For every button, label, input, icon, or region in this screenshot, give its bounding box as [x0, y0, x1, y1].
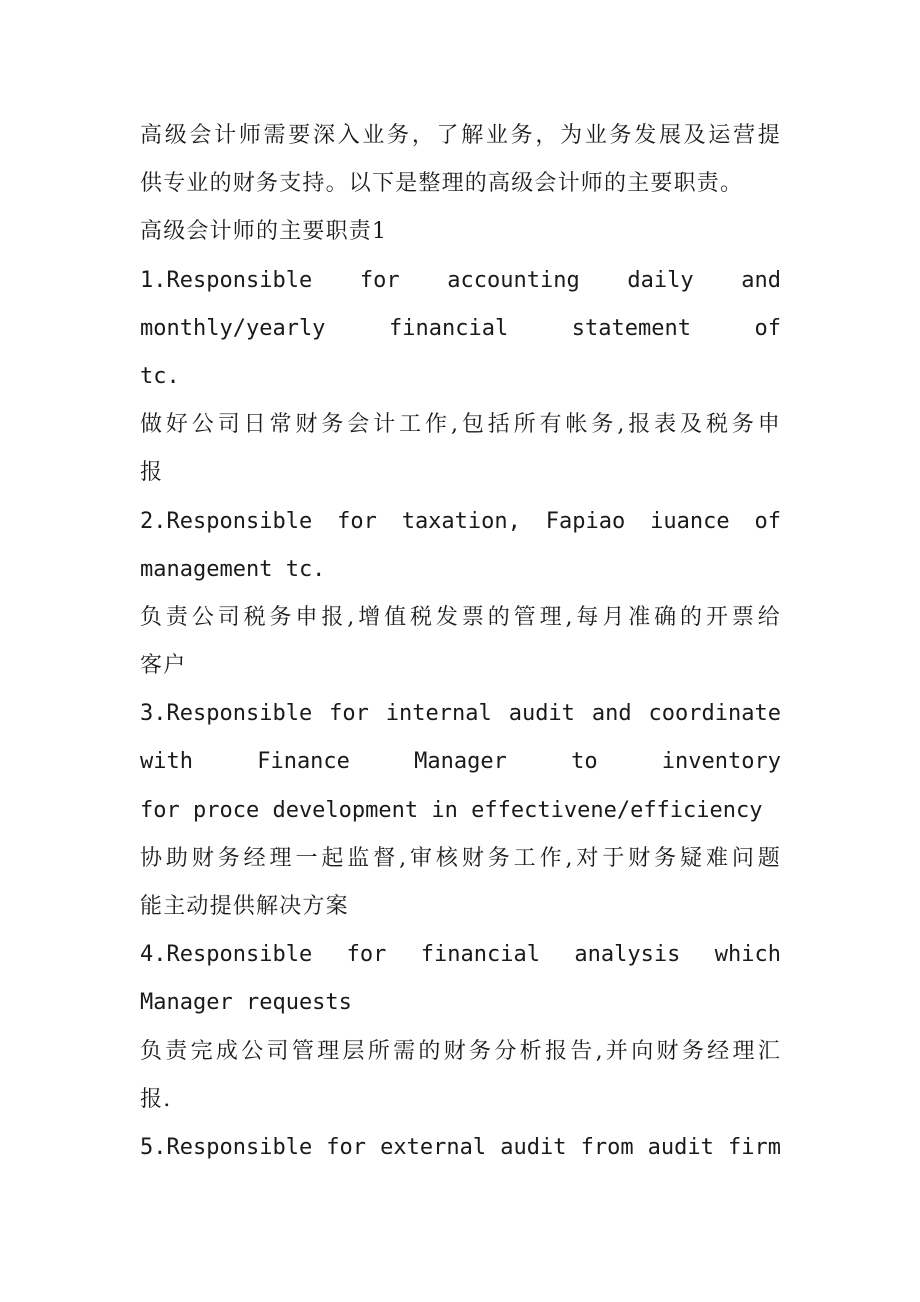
text-line: 3.Responsible for internal audit and coordinate — [140, 701, 781, 727]
section-heading: 高级会计师的主要职责1 — [140, 219, 388, 245]
text-line: 能主动提供解决方案 — [140, 894, 349, 919]
text-line: 负责公司税务申报,增值税发票的管理,每月准确的开票给 — [140, 604, 781, 630]
text-line: management tc. — [140, 556, 326, 582]
text-line: 报. — [140, 1086, 172, 1112]
text-line: 客户 — [140, 653, 187, 679]
text-line: 协助财务经理一起监督,审核财务工作,对于财务疑难问题 — [140, 845, 781, 871]
text-line: 4.Responsible for financial analysis which — [140, 942, 781, 968]
text-line: 5.Responsible for external audit from audit firm — [140, 1134, 781, 1160]
document-body — [140, 112, 781, 1172]
text-line: with Finance Manager to inventory — [140, 749, 781, 775]
text-line: 2.Responsible for taxation, Fapiao iuance of — [140, 508, 781, 534]
text-line: 报 — [140, 460, 164, 486]
text-line: 1.Responsible for accounting daily and — [140, 267, 781, 293]
text-line: monthly/yearly financial statement of — [140, 315, 781, 341]
text-line: 负责完成公司管理层所需的财务分析报告,并向财务经理汇 — [140, 1038, 781, 1064]
text-line: 高级会计师需要深入业务，了解业务，为业务发展及运营提 — [140, 123, 781, 148]
text-line: tc. — [140, 363, 180, 389]
text-line: 做好公司日常财务会计工作,包括所有帐务,报表及税务申 — [140, 412, 781, 438]
text-line: 供专业的财务支持。以下是整理的高级会计师的主要职责。 — [140, 171, 744, 197]
text-line: Manager requests — [140, 990, 352, 1016]
text-line: for proce development in effectivene/efficiency — [140, 797, 763, 823]
